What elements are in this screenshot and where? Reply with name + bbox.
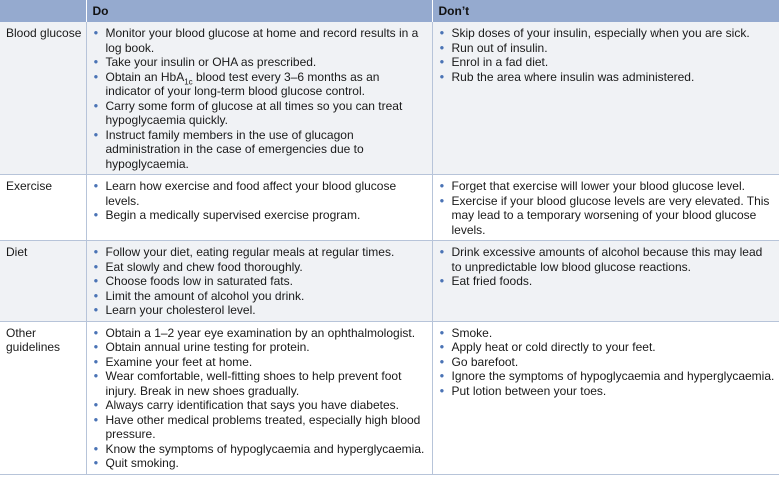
table-row [0, 321, 779, 474]
list-item: ● Run out of insulin. [439, 41, 776, 56]
list-item: ● Drink excessive amounts of alcohol because this may lead to unpredictable low blood glucose reactions. [439, 245, 776, 274]
list-item: ● Obtain a 1–2 year eye examination by an ophthalmologist. [93, 326, 428, 341]
list-item: ● Apply heat or cold directly to your feet. [439, 340, 776, 355]
list-item: ● Put lotion between your toes. [439, 384, 776, 399]
list-item: ● Learn your cholesterol level. [93, 303, 428, 318]
do-cell [86, 22, 432, 175]
list-item: ● Choose foods low in saturated fats. [93, 274, 428, 289]
do-list [93, 245, 428, 318]
header-do: Do [86, 0, 432, 22]
list-item: ● Go barefoot. [439, 355, 776, 370]
list-item: ● Limit the amount of alcohol you drink. [93, 289, 428, 304]
table-header-row [0, 0, 779, 22]
list-item: ● Smoke. [439, 326, 776, 341]
list-item: ● Have other medical problems treated, especially high blood pressure. [93, 413, 428, 442]
do-list [93, 26, 428, 171]
list-item: ● Ignore the symptoms of hypoglycaemia and hyperglycaemia. [439, 369, 776, 384]
dont-list [439, 179, 776, 237]
list-item: ● Quit smoking. [93, 456, 428, 471]
row-category: Exercise [0, 175, 86, 241]
do-cell [86, 321, 432, 474]
list-item: ● Always carry identification that says you have diabetes. [93, 398, 428, 413]
do-cell [86, 175, 432, 241]
list-item: ● Learn how exercise and food affect your blood glucose levels. [93, 179, 428, 208]
table-row [0, 22, 779, 175]
table-row [0, 241, 779, 322]
list-item: ● Eat fried foods. [439, 274, 776, 289]
table-row [0, 175, 779, 241]
list-item: ● Follow your diet, eating regular meals at regular times. [93, 245, 428, 260]
list-item: ● Obtain annual urine testing for protein. [93, 340, 428, 355]
list-item [93, 70, 428, 99]
list-item: ● Know the symptoms of hypoglycaemia and hyperglycaemia. [93, 442, 428, 457]
header-category [0, 0, 86, 22]
list-item-text: blood test every 3–6 months as an indicator of your long-term blood glucose control. [105, 69, 380, 98]
list-item: ● Skip doses of your insulin, especially when you are sick. [439, 26, 776, 41]
do-list [93, 179, 428, 223]
list-item: ● Begin a medically supervised exercise program. [93, 208, 428, 223]
dont-list [439, 26, 776, 84]
dont-cell [432, 175, 779, 241]
list-item: ● Carry some form of glucose at all times so you can treat hypoglycaemia quickly. [93, 99, 428, 128]
dont-cell [432, 241, 779, 322]
list-item: ● Rub the area where insulin was administered. [439, 70, 776, 85]
dont-list [439, 245, 776, 289]
list-item: ● Monitor your blood glucose at home and record results in a log book. [93, 26, 428, 55]
do-list [93, 326, 428, 471]
list-item: ● Wear comfortable, well-fitting shoes to help prevent foot injury. Break in new shoes gradually. [93, 369, 428, 398]
do-cell [86, 241, 432, 322]
row-category: Blood glucose [0, 22, 86, 175]
row-category: Diet [0, 241, 86, 322]
list-item: ● Eat slowly and chew food thoroughly. [93, 260, 428, 275]
list-item: ● Forget that exercise will lower your blood glucose level. [439, 179, 776, 194]
dont-cell [432, 22, 779, 175]
row-category: Other guidelines [0, 321, 86, 474]
subscript: 1c [184, 76, 193, 86]
header-dont: Don’t [432, 0, 779, 22]
dont-list [439, 326, 776, 399]
list-item: ● Exercise if your blood glucose levels are very elevated. This may lead to a temporary worsening of your blood glucose levels. [439, 194, 776, 238]
list-item: ● Examine your feet at home. [93, 355, 428, 370]
dont-cell [432, 321, 779, 474]
list-item: ● Instruct family members in the use of glucagon administration in the case of emergencies due to hypoglycaemia. [93, 128, 428, 172]
list-item: ● Enrol in a fad diet. [439, 55, 776, 70]
list-item-text: Obtain an HbA [105, 69, 185, 84]
list-item: ● Take your insulin or OHA as prescribed. [93, 55, 428, 70]
